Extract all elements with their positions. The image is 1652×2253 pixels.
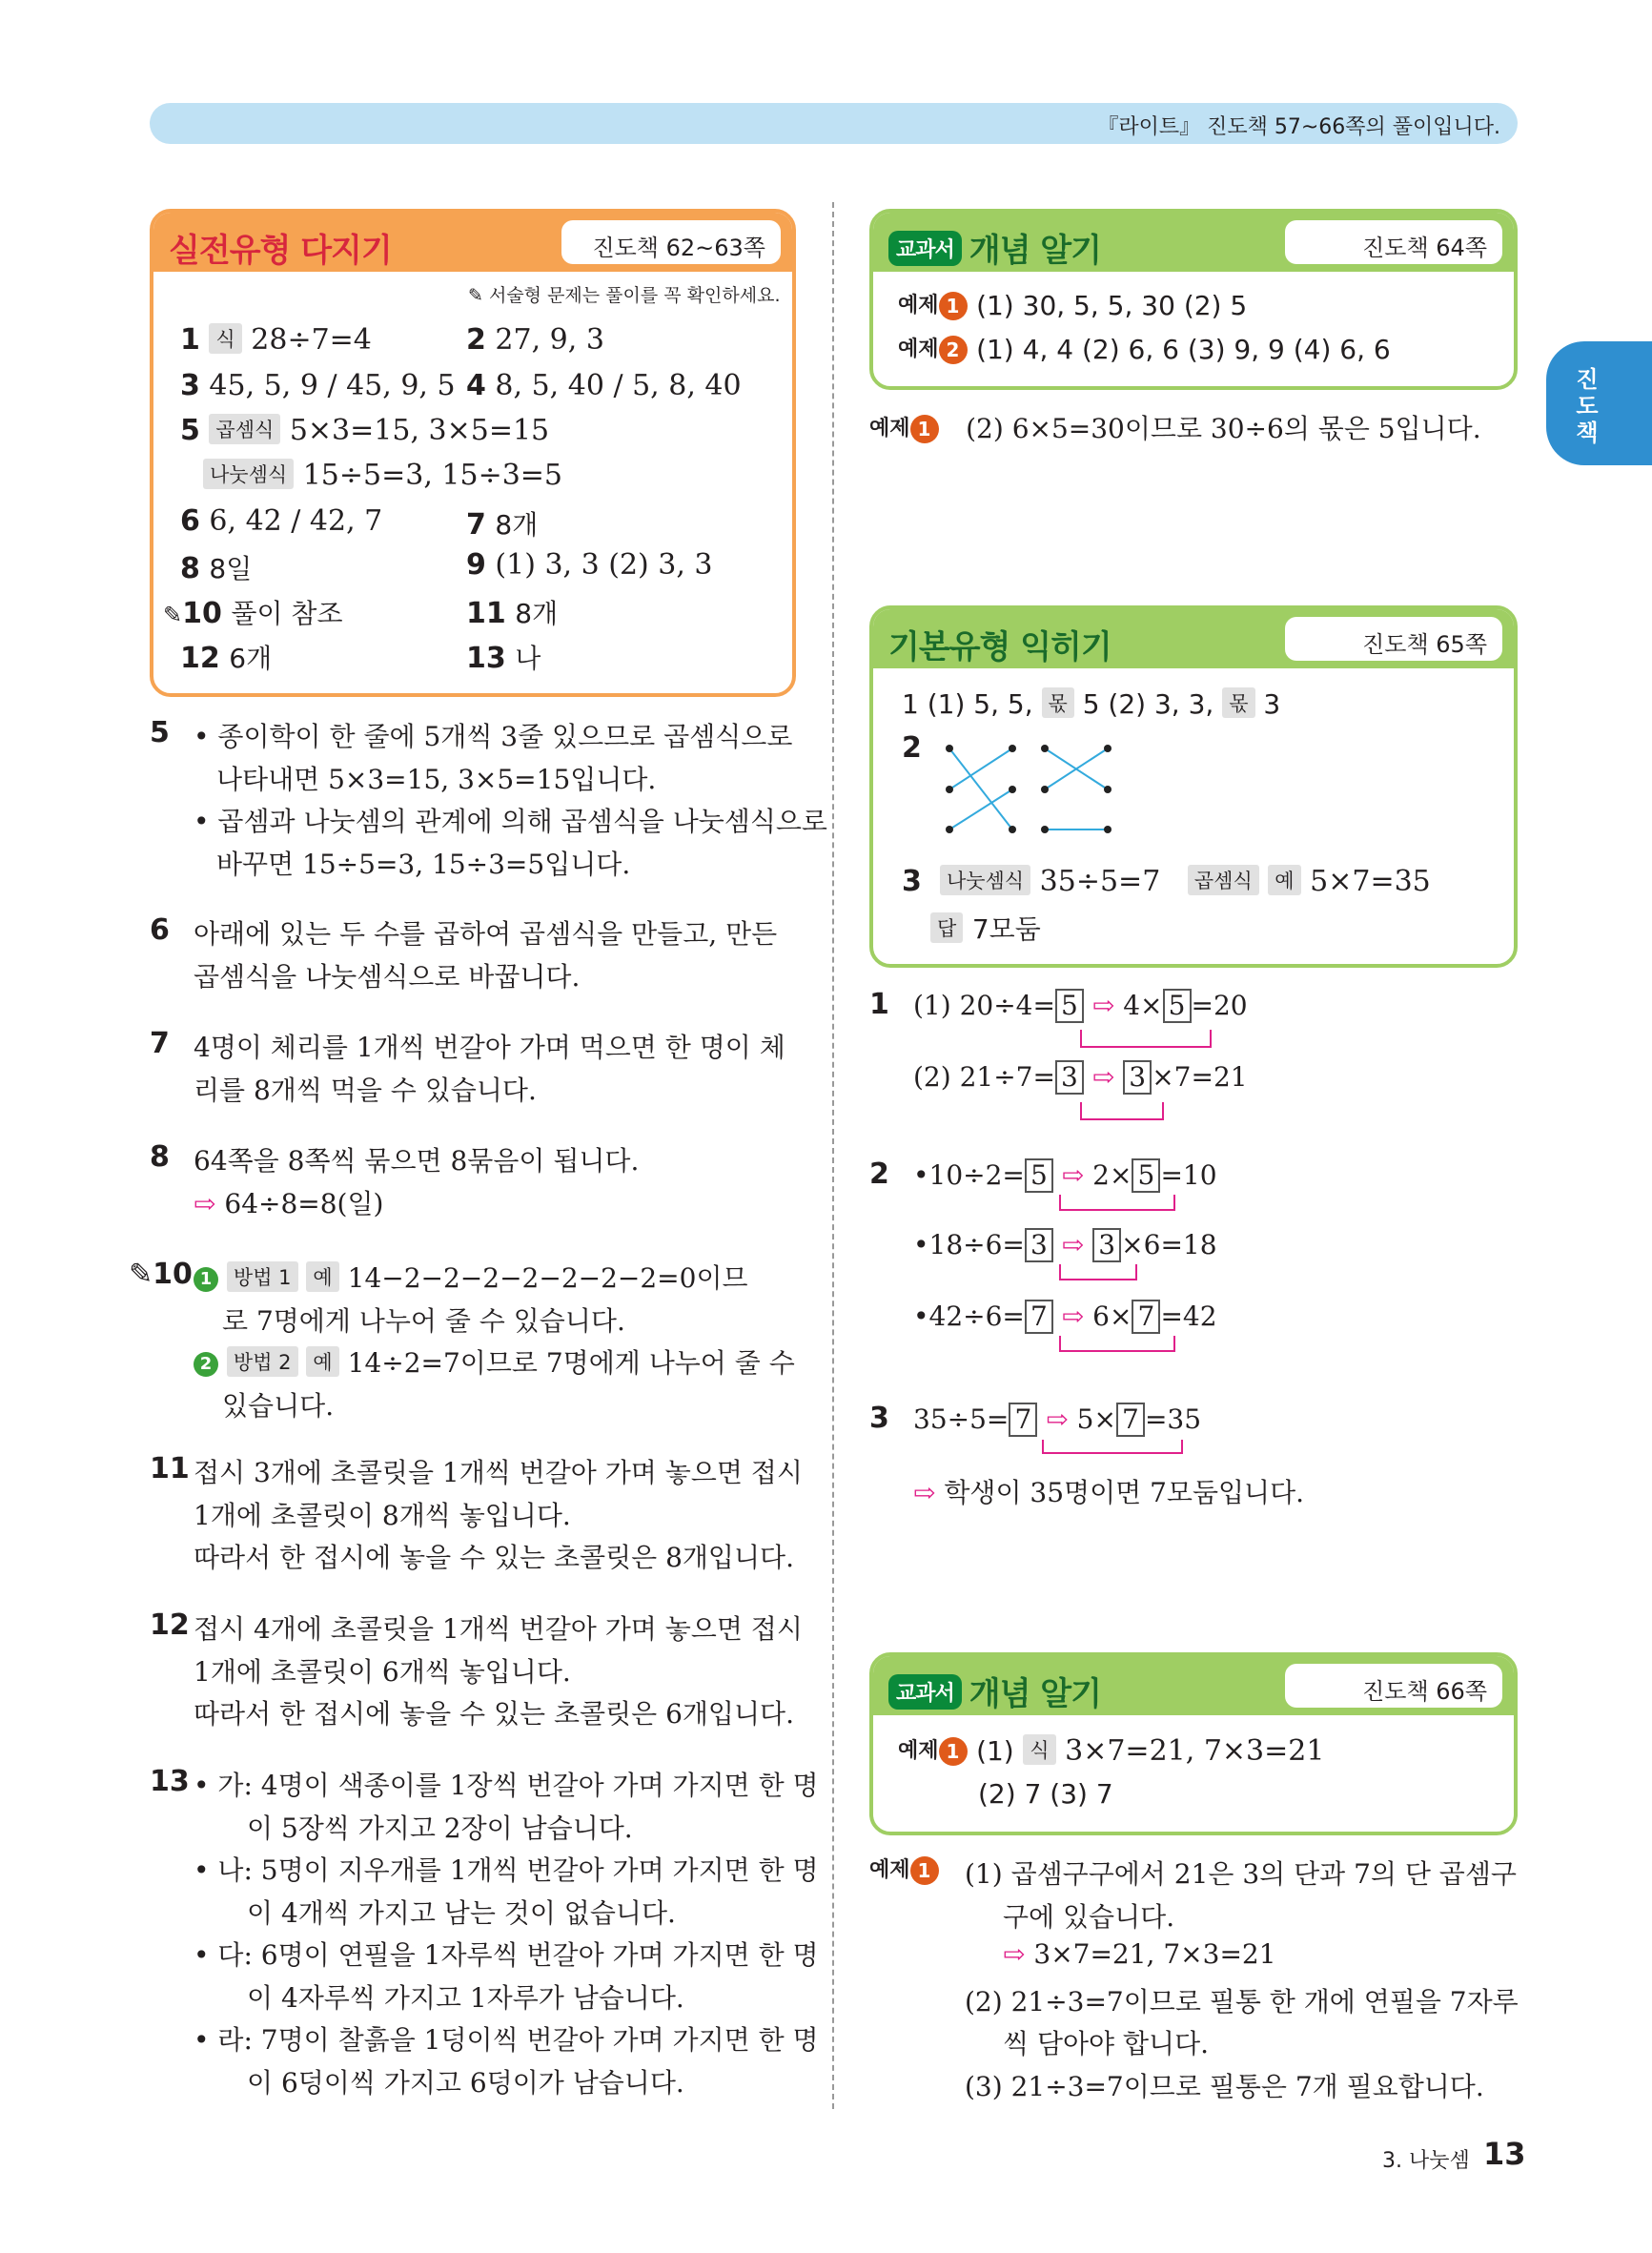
exp-line: 이 4개씩 가지고 남는 것이 없습니다. xyxy=(247,1896,676,1929)
exp-line: 1개에 초콜릿이 6개씩 놓입니다. xyxy=(194,1655,571,1688)
exp-line: 1 방법 1 예 14−2−2−2−2−2−2−2=0이므 xyxy=(194,1258,748,1296)
p3-line: 35÷5= 7 ⇨ 5× 7 =35 xyxy=(913,1403,1202,1435)
exp-line: 로 7명에게 나누어 줄 수 있습니다. xyxy=(222,1304,625,1337)
exp-line: 2 방법 2 예 14÷2=7이므로 7명에게 나누어 줄 수 xyxy=(194,1342,795,1381)
dot xyxy=(946,826,953,833)
p1-line-2: (2) 21÷7= 3 ⇨ 3 ×7=21 xyxy=(913,1061,1248,1093)
exp-num: 7 xyxy=(150,1027,170,1060)
exp-line: • 나: 5명이 지우개를 1개씩 번갈아 가며 가지면 한 명 xyxy=(194,1854,819,1886)
match-line xyxy=(949,748,1012,789)
pencil-icon: ✎ xyxy=(129,1258,153,1291)
concept-2-note-line: 씩 담아야 합니다. xyxy=(1003,2028,1210,2059)
concept-1-ex1: 예제 1 (1) 30, 5, 5, 30 (2) 5 xyxy=(898,290,1248,321)
footer-chapter: 3. 나눗셈 xyxy=(1382,2149,1470,2173)
concept-2-note-line: (2) 21÷3=7이므로 필통 한 개에 연필을 7자루 xyxy=(965,1985,1519,2017)
exp-line: • 다: 6명이 연필을 1자루씩 번갈아 가며 가지면 한 명 xyxy=(194,1939,819,1971)
p3-note: ⇨ 학생이 35명이면 7모둠입니다. xyxy=(913,1477,1305,1508)
answer-item: 2 27, 9, 3 xyxy=(466,323,604,357)
answer-item: 6 6, 42 / 42, 7 xyxy=(180,504,383,538)
p2-arrow xyxy=(1049,1260,1239,1299)
side-tab-label: 진도책 xyxy=(1576,366,1599,446)
pencil-icon: ✎ xyxy=(468,285,483,306)
concept-box-2-ref: 진도책 66쪽 xyxy=(1285,1664,1502,1708)
concept-box-1-title: 교과서 개념 알기 xyxy=(888,224,1101,271)
left-box-ref: 진도책 62~63쪽 xyxy=(561,220,781,264)
answer-item: 나눗셈식 15÷5=3, 15÷3=5 xyxy=(203,459,562,492)
exp-line: • 가: 4명이 색종이를 1장씩 번갈아 가며 가지면 한 명 xyxy=(194,1770,819,1801)
dot xyxy=(1041,745,1049,752)
answer-item: 4 8, 5, 40 / 5, 8, 40 xyxy=(466,369,742,402)
exp-line: 따라서 한 접시에 놓을 수 있는 초콜릿은 6개입니다. xyxy=(194,1698,794,1730)
exp-line: 바꾸면 15÷5=3, 15÷3=5입니다. xyxy=(216,848,631,880)
exp-line: 4명이 체리를 1개씩 번갈아 가며 먹으면 한 명이 체 xyxy=(194,1032,785,1063)
exp-num: 13 xyxy=(150,1765,190,1798)
dot xyxy=(1104,826,1112,833)
dot xyxy=(946,745,953,752)
left-box-title: 실전유형 다지기 xyxy=(169,232,392,270)
concept-2-ex1-b: (2) 7 (3) 7 xyxy=(978,1778,1113,1810)
exp-line: 아래에 있는 두 수를 곱하여 곱셈식을 만들고, 만든 xyxy=(194,918,778,950)
exp-num: 8 xyxy=(150,1140,170,1174)
exp-line: 이 5장씩 가지고 2장이 남습니다. xyxy=(247,1812,633,1844)
left-answer-box xyxy=(150,209,796,697)
basic-q3-answer: 답 7모둠 xyxy=(930,909,1041,947)
column-divider xyxy=(832,202,834,2109)
basic-q2-num: 2 xyxy=(902,731,922,765)
link-arrow xyxy=(1081,1102,1163,1119)
answer-item: 13 나 xyxy=(466,642,541,675)
p2-row: •18÷6= 3 ⇨ 3 ×6=18 xyxy=(913,1229,1217,1260)
basic-box-title: 기본유형 익히기 xyxy=(888,628,1112,666)
basic-q1: 1 (1) 5, 5, 몫 5 (2) 3, 3, 몫 3 xyxy=(902,688,1281,720)
answer-item: 8 8일 xyxy=(180,552,253,585)
exp-line: 있습니다. xyxy=(222,1389,335,1422)
concept-box-2-title: 교과서 개념 알기 xyxy=(888,1668,1101,1714)
exp-line: • 종이학이 한 줄에 5개씩 3줄 있으므로 곱셈식으로 xyxy=(194,721,793,752)
header-bar xyxy=(150,103,1518,144)
p3-arrows xyxy=(1030,1436,1201,1474)
p1-line-1: (1) 20÷4= 5 ⇨ 4× 5 =20 xyxy=(913,990,1248,1021)
exp-num: ✎10 xyxy=(129,1258,193,1291)
exp-line: • 라: 7명이 찰흙을 1덩이씩 번갈아 가며 가지면 한 명 xyxy=(194,2024,819,2056)
exp-line: ⇨ 64÷8=8(일) xyxy=(194,1187,384,1219)
exp-line: 따라서 한 접시에 놓을 수 있는 초콜릿은 8개입니다. xyxy=(194,1542,794,1573)
concept-box-2 xyxy=(869,1652,1518,1835)
dot xyxy=(1041,786,1049,793)
arrow-icon: ⇨ xyxy=(194,1187,225,1219)
basic-type-box xyxy=(869,605,1518,968)
concept-2-note-head: 예제 1 xyxy=(869,1854,939,1887)
dot xyxy=(1041,826,1049,833)
exp-num: 6 xyxy=(150,913,170,947)
header-text: 『라이트』 진도책 57~66쪽의 풀이입니다. xyxy=(1097,115,1500,139)
dot xyxy=(1104,745,1112,752)
link-arrow xyxy=(1043,1440,1182,1453)
concept-2-note-line: (3) 21÷3=7이므로 필통은 7개 필요합니다. xyxy=(965,2070,1484,2102)
exp-num: 11 xyxy=(150,1452,190,1485)
concept-2-note-line: 구에 있습니다. xyxy=(1003,1900,1175,1933)
exp-num: 5 xyxy=(150,716,170,749)
answer-item: 7 8개 xyxy=(466,508,539,542)
p2-arrow xyxy=(1049,1332,1239,1370)
match-line xyxy=(949,789,1012,830)
exp-line: 접시 4개에 초콜릿을 1개씩 번갈아 가며 놓으면 접시 xyxy=(194,1613,803,1645)
dot xyxy=(1009,786,1016,793)
left-box-note: ✎ 서술형 문제는 풀이를 꼭 확인하세요. xyxy=(468,285,781,306)
answer-item: 3 45, 5, 9 / 45, 9, 5 xyxy=(180,369,456,402)
concept-1-ex2: 예제 2 (1) 4, 4 (2) 6, 6 (3) 9, 9 (4) 6, 6 xyxy=(898,334,1391,365)
p2-arrow xyxy=(1049,1191,1239,1229)
exp-line: 64쪽을 8쪽씩 묶으면 8묶음이 됩니다. xyxy=(194,1145,640,1177)
p2-row: •42÷6= 7 ⇨ 6× 7 =42 xyxy=(913,1301,1217,1332)
side-tab xyxy=(1546,341,1652,465)
exp-line: 리를 8개씩 먹을 수 있습니다. xyxy=(194,1074,537,1106)
exp-num: 12 xyxy=(150,1608,190,1642)
answer-item: 11 8개 xyxy=(466,597,559,630)
matching-diagram-2 xyxy=(1035,739,1169,844)
dot xyxy=(1009,745,1016,752)
dot xyxy=(946,786,953,793)
exp-line: 곱셈식을 나눗셈식으로 바꿉니다. xyxy=(194,960,581,993)
p2-row: •10÷2= 5 ⇨ 2× 5 =10 xyxy=(913,1159,1217,1191)
concept-2-ex1: 예제 1 (1) 식 3×7=21, 7×3=21 xyxy=(898,1734,1325,1768)
basic-box-ref: 진도책 65쪽 xyxy=(1285,617,1502,661)
exp-line: 1개에 초콜릿이 8개씩 놓입니다. xyxy=(194,1499,571,1531)
answer-item: 9 (1) 3, 3 (2) 3, 3 xyxy=(466,548,713,582)
match-line xyxy=(949,748,1012,830)
exp-line: 이 6덩이씩 가지고 6덩이가 남습니다. xyxy=(247,2066,684,2099)
concept-1-note: 예제 1 (2) 6×5=30이므로 30÷6의 몫은 5입니다. xyxy=(869,413,1481,444)
exp-line: • 곱셈과 나눗셈의 관계에 의해 곱셈식을 나눗셈식으로 xyxy=(194,806,827,837)
concept-2-note-line: ⇨ 3×7=21, 7×3=21 xyxy=(1003,1938,1276,1970)
pencil-icon: ✎ xyxy=(163,602,183,628)
dot xyxy=(1009,826,1016,833)
concept-box-1 xyxy=(869,209,1518,390)
answer-item: ✎10 풀이 참조 xyxy=(163,597,343,630)
concept-2-note-line: (1) 곱셈구구에서 21은 3의 단과 7의 단 곱셈구 xyxy=(965,1858,1517,1890)
arrow-icon: ⇨ xyxy=(1003,1938,1034,1970)
link-arrow xyxy=(1081,1030,1211,1047)
p1-arrows xyxy=(1068,1022,1239,1127)
concept-box-1-ref: 진도책 64쪽 xyxy=(1285,220,1502,264)
exp-line: 이 4자루씩 가지고 1자루가 남습니다. xyxy=(247,1981,684,2014)
basic-q3: 3 나눗셈식 35÷5=7 곱셈식 예 5×7=35 xyxy=(902,865,1431,898)
page-number: 13 xyxy=(1483,2136,1526,2172)
answer-item: 5 곱셈식 5×3=15, 3×5=15 xyxy=(180,414,550,447)
answer-item: 1 식 28÷7=4 xyxy=(180,323,372,357)
exp-line: 접시 3개에 초콜릿을 1개씩 번갈아 가며 놓으면 접시 xyxy=(194,1457,803,1488)
exp-line: 나타내면 5×3=15, 3×5=15입니다. xyxy=(216,763,657,795)
dot xyxy=(1104,786,1112,793)
answer-item: 12 6개 xyxy=(180,642,273,675)
